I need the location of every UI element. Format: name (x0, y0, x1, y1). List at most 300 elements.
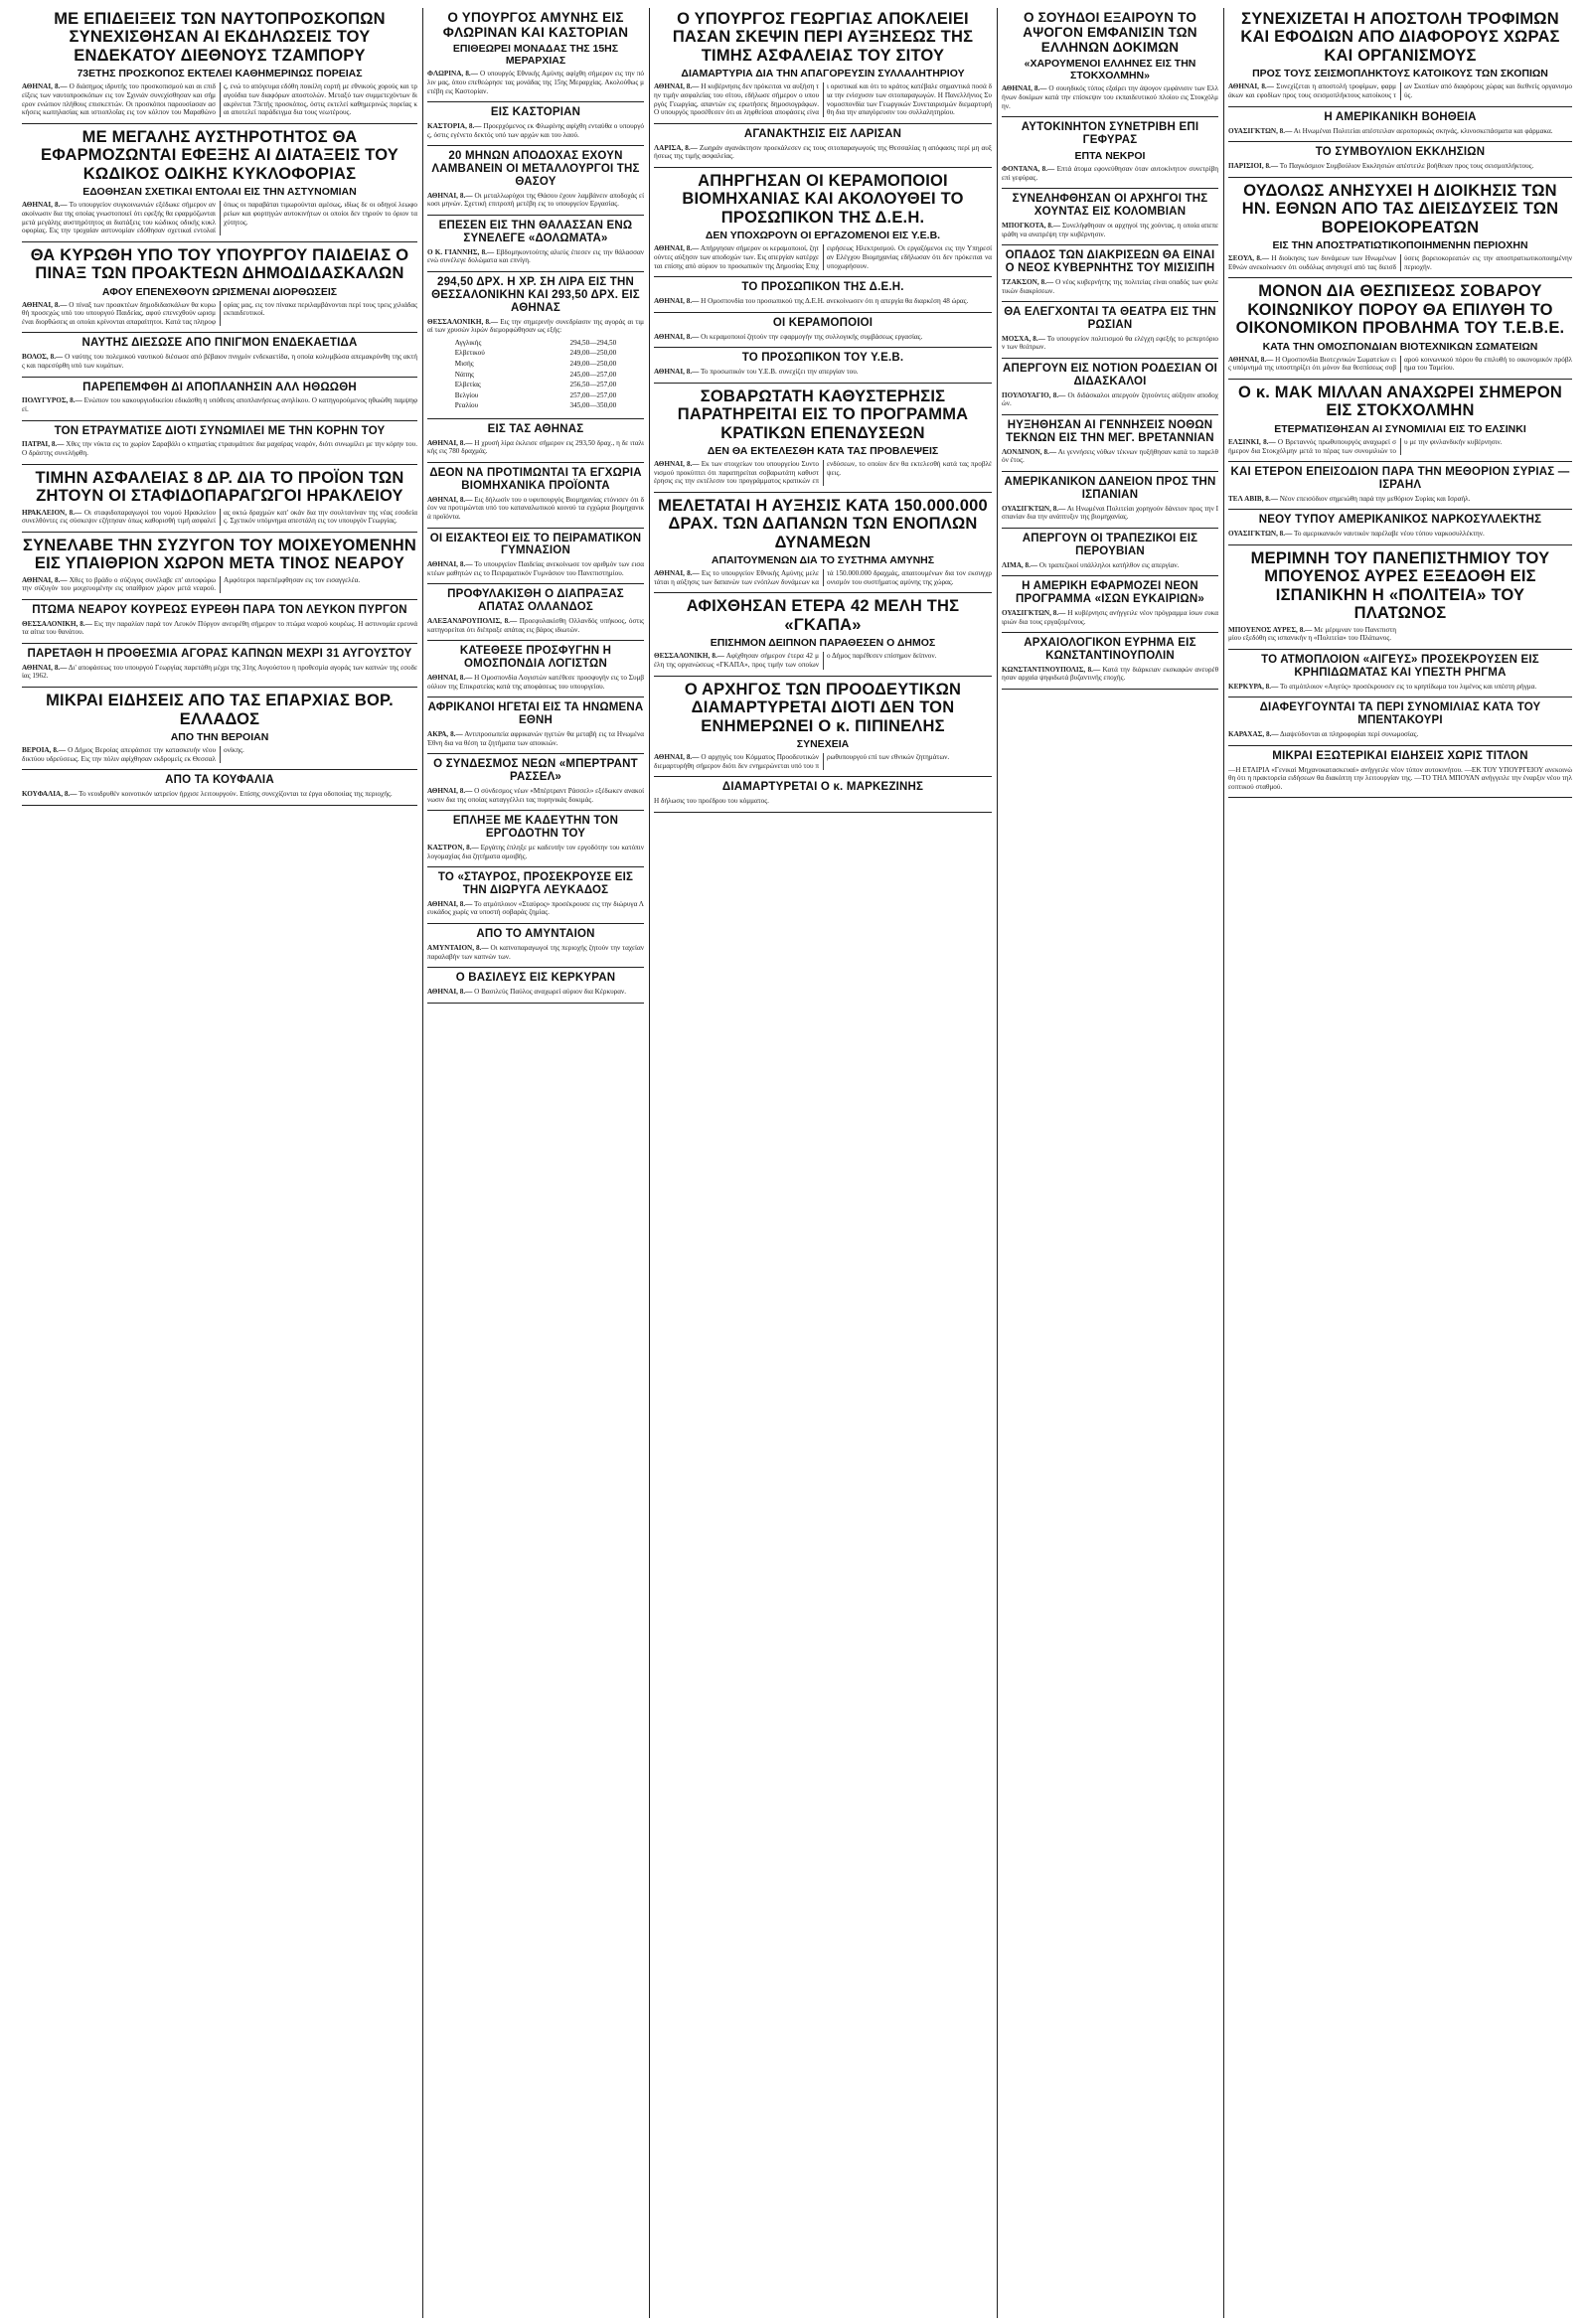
article-body (654, 244, 992, 270)
article-dateline: ΟΥΑΣΙΓΚΤΩΝ, 8.— (1002, 504, 1066, 513)
article-text: Προερχόμενος εκ Φλωρίνης αφίχθη ενταύθα ο υπουργός, όστις εγένετο δεκτός υπό των αρχών και του λαού. (427, 122, 644, 139)
article-text: Οι μεταλλωρύχοι της Θάσου έχουν λαμβάνειν αποδοχάς είκοσι μηνών. Σχετική επιτροπή μετέβη εις το υπουργείον Εργασίας. (427, 191, 644, 209)
article-subheadline: ΠΡΟΣ ΤΟΥΣ ΣΕΙΣΜΟΠΛΗΚΤΟΥΣ ΚΑΤΟΙΚΟΥΣ ΤΩΝ ΣΚΟΠΙΩΝ (1252, 68, 1548, 80)
article-headline: ΟΥΔΟΛΩΣ ΑΝΗΣΥΧΕΙ Η ΔΙΟΙΚΗΣΙΣ ΤΩΝ ΗΝ. ΕΘΝΩΝ ΑΠΟ ΤΑΣ ΔΙΕΙΣΔΥΣΕΙΣ ΤΩΝ ΒΟΡΕΙΟΚΟΡΕΑΤΩΝ (1241, 181, 1559, 236)
article-text: —Η ΕΤΑΙΡΙΑ «Γενικαί Μηχανοκατασκευαί» ανήγγειλε νέον τύπον αυτοκινήτου. —ΕΚ ΤΟΥ ΥΠΟΥΡΓΕΙΟΥ ανεκοινώθη ότι η πρακτορεία ειδήσεων θα διακόπτη την λειτουργίαν της. —ΤΟ ΤΗΛ ΜΠΟΥΑΝ ανήγγειλε την έναρξιν νέου τηλεοπτικού σταθμού. (1228, 765, 1572, 791)
article-dateline: ΜΟΣΧΑ, 8.— (1002, 334, 1045, 343)
article (1228, 10, 1572, 100)
article-text: Οι καπνοπαραγωγοί της περιοχής ζητούν την ταχείαν παραλαβήν των καπνών των. (427, 943, 644, 961)
article-body (1002, 335, 1218, 352)
article-text: Το υπουργείον Παιδείας ανεκοίνωσε τον αριθμόν των εισακτέων μαθητών εις το Πειραματικόν Γυμνάσιον του Πανεπιστημίου. (427, 560, 644, 577)
article (1228, 549, 1572, 643)
article (22, 692, 417, 763)
article-text: Συνεχίζεται η αποστολή τροφίμων, φαρμάκων και εφοδίων προς τους σεισμοπλήκτους κατοίκους των Σκοπίων από διαφόρους χώρας και διεθνείς οργανισμούς. (1228, 82, 1572, 100)
article-dateline: ΚΕΡΚΥΡΑ, 8.— (1228, 682, 1279, 691)
article (22, 648, 417, 681)
article (654, 497, 992, 587)
article-body (427, 844, 644, 860)
article-text: Εις την παραλίαν παρά τον Λευκόν Πύργον ανευρέθη σήμερον το πτώμα νεαρού κουρέως. Η αστυνομία ερευνά τα αίτια του θανάτου. (22, 619, 417, 637)
article-divider (22, 420, 417, 421)
article-text: Εβδομηκοντούτης αλιεύς έπεσεν εις την θάλασσαν ενώ συνέλεγε δολώματα και επνίγη. (427, 247, 644, 265)
article-text: Κατά την διάρκειαν εκσκαφών ανευρέθησαν αρχαία ψηφιδωτά βυζαντινής εποχής. (1002, 665, 1218, 683)
article-body (654, 569, 992, 586)
article-text: Η κυβέρνησις ανήγγειλε νέον πρόγραμμα ίσων ευκαιριών δια τους εργαζομένους. (1002, 608, 1218, 626)
article-dateline: ΑΘΗΝΑΙ, 8.— (22, 575, 68, 584)
article-text: Εις την σημερινήν συνεδρίασιν της αγοράς αι τιμαί των χρυσών λιρών διεμορφώθησαν ως εξής: (427, 317, 644, 335)
article (22, 128, 417, 235)
article (654, 128, 992, 161)
article-divider (654, 492, 992, 493)
article-divider (1228, 379, 1572, 380)
article-divider (1002, 301, 1218, 302)
article-body (654, 797, 992, 806)
article (1228, 514, 1572, 538)
article-text: Το νεοιδρυθέν κοινοτικόν ιατρείον ήρχισε λειτουργούν. Επίσης συνεχίζονται τα έργα οδοποιίας της περιοχής. (79, 790, 393, 799)
article-headline: Ο ΑΡΧΗΓΟΣ ΤΩΝ ΠΡΟΟΔΕΥΤΙΚΩΝ ΔΙΑΜΑΡΤΥΡΕΤΑΙ ΔΙΟΤΙ ΔΕΝ ΤΟΝ ΕΝΗΜΕΡΩΝΕΙ Ο κ. ΠΙΠΙΝΕΛΗΣ (684, 680, 962, 735)
article-divider (1002, 575, 1218, 576)
article (22, 10, 417, 117)
table-cell-value: 256,50—257,00 (569, 381, 617, 389)
article-text: Η Ομοσπονδία Βιοτεχνικών Σωματείων εις υπόμνημά της υποστηρίζει ότι μόνον δια θεσπίσεως σοβαρού κοινωνικού πόρου θα επιλυθή το οικονομικόν πρόβλημα του Ταμείου. (1228, 355, 1572, 373)
article (1228, 182, 1572, 272)
article-dateline: ΑΘΗΝΑΙ, 8.— (22, 82, 68, 91)
table-cell-name: Αγγλικής (454, 338, 482, 347)
article (1002, 306, 1218, 352)
article-dateline: ΑΘΗΝΑΙ, 8.— (654, 244, 700, 253)
article-dateline: ΑΘΗΝΑΙ, 8.— (427, 191, 473, 200)
article-headline: ΟΠΑΔΟΣ ΤΩΝ ΔΙΑΚΡΙΣΕΩΝ ΘΑ ΕΙΝΑΙ Ο ΝΕΟΣ ΚΥΒΕΡΝΗΤΗΣ ΤΟΥ ΜΙΣΙΣΙΠΗ (1005, 249, 1215, 275)
article-headline: ΜΙΚΡΑΙ ΕΞΩΤΕΡΙΚΑΙ ΕΙΔΗΣΕΙΣ ΧΩΡΙΣ ΤΙΤΛΟΝ (1272, 749, 1528, 762)
article (654, 281, 992, 305)
article-headline: ΠΤΩΜΑ ΝΕΑΡΟΥ ΚΟΥΡΕΩΣ ΕΥΡΕΘΗ ΠΑΡΑ ΤΟΝ ΛΕΥΚΟΝ ΠΥΡΓΟΝ (32, 603, 407, 616)
article-text: Το προσωπικόν του Υ.Ε.Β. συνεχίζει την απεργίαν του. (700, 367, 859, 376)
article-dateline: ΚΑΣΤΡΟΝ, 8.— (427, 843, 479, 852)
article-headline: ΣΥΝΕΧΙΖΕΤΑΙ Η ΑΠΟΣΤΟΛΗ ΤΡΟΦΙΜΩΝ ΚΑΙ ΕΦΟΔΙΩΝ ΑΠΟ ΔΙΑΦΟΡΟΥΣ ΧΩΡΑΣ ΚΑΙ ΟΡΓΑΝΙΣΜΟΥΣ (1240, 10, 1560, 65)
article-headline: ΕΙΣ ΤΑΣ ΑΘΗΝΑΣ (487, 422, 584, 435)
article-divider (427, 528, 644, 529)
newspaper-page (22, 8, 1572, 2318)
article-divider (1228, 277, 1572, 278)
article-dateline: ΜΠΟΥΕΝΟΣ ΑΥΡΕΣ, 8.— (1228, 625, 1313, 634)
article-dateline: ΒΟΛΟΣ, 8.— (22, 353, 64, 362)
article-dateline: ΑΘΗΝΑΙ, 8.— (654, 297, 700, 306)
article-dateline: ΑΘΗΝΑΙ, 8.— (654, 753, 700, 762)
table-row (451, 391, 620, 400)
article-divider (22, 643, 417, 644)
article-headline: ΝΕΟΥ ΤΥΠΟΥ ΑΜΕΡΙΚΑΝΙΚΟΣ ΝΑΡΚΟΣΥΛΛΕΚΤΗΣ (1258, 514, 1542, 527)
article-text: Ο διάσημος ιδρυτής του προσκοπισμού και αι επιδείξεις των ναυτοπροσκόπων εις τον Σχινιάν συνεχίσθησαν και σήμερον ενώπιον πλήθους επισκεπτών. Οι προσκόποι παρουσίασαν ασκήσεις κωπηλασίας και ιστιοπλοΐας εις τον κόλπον του Μαραθώνος, ενώ το απόγευμα εδόθη ποικίλη εορτή με εθνικούς χορούς και τραγούδια των διαφόρων αποστολών. Μεταξύ των συμμετεχόντων διακρίνεται 73ετής προσκόπος, όστις εκτελεί καθημερινώς πορείας και αποτελεί παράδειγμα δια τους νεωτέρους. (22, 82, 417, 117)
article-divider (654, 383, 992, 384)
table-cell-value: 249,00—250,00 (569, 349, 617, 358)
article-dateline: ΟΥΑΣΙΓΚΤΩΝ, 8.— (1228, 530, 1293, 539)
article (1002, 580, 1218, 626)
article-dateline: ΑΛΕΞΑΝΔΡΟΥΠΟΛΙΣ, 8.— (427, 617, 518, 626)
article-divider (427, 462, 644, 463)
article-divider (1002, 358, 1218, 359)
article-dateline: ΑΘΗΝΑΙ, 8.— (22, 201, 68, 210)
article-headline: Η ΑΜΕΡΙΚΑΝΙΚΗ ΒΟΗΘΕΙΑ (1324, 110, 1477, 123)
article-body (22, 576, 417, 593)
article-divider (22, 532, 417, 533)
article-text: Το Παγκόσμιον Συμβούλιον Εκκλησιών απέστειλε βοήθειαν προς τους σεισμοπλήκτους. (1279, 162, 1534, 170)
article-divider (427, 145, 644, 146)
article-headline: ΕΙΣ ΚΑΣΤΟΡΙΑΝ (490, 106, 581, 119)
article-headline: ΕΠΛΗΞΕ ΜΕ ΚΑΔΕΥΤΗΝ ΤΟΝ ΕΡΓΟΔΟΤΗΝ ΤΟΥ (452, 815, 619, 841)
table-row (451, 339, 620, 348)
article-divider (654, 676, 992, 677)
column-rule (997, 8, 998, 2318)
article-headline: ΣΥΝΕΛΗΦΘΗΣΑΝ ΟΙ ΑΡΧΗΓΟΙ ΤΗΣ ΧΟΥΝΤΑΣ ΕΙΣ ΚΟΛΟΜΒΙΑΝ (1012, 193, 1208, 219)
article-headline: ΔΙΑΦΕΥΓΟΥΝΤΑΙ ΤΑ ΠΕΡΙ ΣΥΝΟΜΙΛΙΑΣ ΚΑΤΑ ΤΟΥ ΜΠΕΝΤΑΚΟΥΡΙ (1259, 701, 1541, 727)
article-divider (654, 312, 992, 313)
article-body (1228, 495, 1572, 504)
article-subheadline: «ΧΑΡΟΥΜΕΝΟΙ ΕΛΛΗΝΕΣ ΕΙΣ ΤΗΝ ΣΤΟΚΧΟΛΜΗΝ» (1024, 58, 1196, 82)
article-text: Ο Δήμος Βεροίας απεφάσισε την κατασκευήν νέου δικτύου υδρεύσεως. Εις την πόλιν αφίχθησαν εκδρομείς εκ Θεσσαλονίκης. (22, 746, 244, 763)
article-body (654, 144, 992, 161)
article-headline: ΔΕΟΝ ΝΑ ΠΡΟΤΙΜΩΝΤΑΙ ΤΑ ΕΓΧΩΡΙΑ ΒΙΟΜΗΧΑΝΙΚΑ ΠΡΟΪΟΝΤΑ (429, 466, 642, 492)
article-dateline: ΤΕΛ ΑΒΙΒ, 8.— (1228, 494, 1278, 503)
article-divider (427, 271, 644, 272)
article-dateline: Ο Κ. ΓΙΑΝΝΗΣ, 8.— (427, 247, 495, 256)
article (654, 387, 992, 486)
article-dateline: ΚΑΣΤΟΡΙΑ, 8.— (427, 122, 482, 130)
article-headline: ΕΠΕΣΕΝ ΕΙΣ ΤΗΝ ΘΑΛΑΣΣΑΝ ΕΝΩ ΣΥΝΕΛΕΓΕ «ΔΟΛΩΜΑΤΑ» (438, 220, 633, 244)
article-body (654, 652, 992, 669)
article-dateline: ΑΘΗΝΑΙ, 8.— (1002, 84, 1047, 93)
article-divider (654, 123, 992, 124)
table-cell-name: Ρεαλίου (454, 401, 479, 410)
article-headline: ΤΟ ΑΤΜΟΠΛΟΙΟΝ «ΑΙΓΕΥΣ» ΠΡΟΣΕΚΡΟΥΣΕΝ ΕΙΣ ΚΡΗΠΙΔΩΜΑΤΑΣ ΚΑΙ ΥΠΕΣΤΗ ΡΗΓΜΑ (1261, 653, 1539, 679)
article-dateline: ΑΘΗΝΑΙ, 8.— (427, 495, 473, 504)
article (427, 10, 644, 95)
article (427, 533, 644, 578)
article-headline: ΟΙ ΚΕΡΑΜΟΠΟΙΟΙ (772, 316, 874, 329)
article (427, 467, 644, 522)
article (1228, 282, 1572, 373)
article-text: Με μέριμναν του Πανεπιστημίου εξεδόθη εις ισπανικήν η «Πολιτεία» του Πλάτωνος. (1228, 625, 1396, 643)
article-text: Οι τραπεζικοί υπάλληλοι κατήλθον εις απεργίαν. (1038, 560, 1180, 569)
article-divider (427, 101, 644, 102)
article-body (22, 353, 417, 370)
article-divider (1002, 528, 1218, 529)
article-body (654, 333, 992, 342)
article-dateline: ΛΙΜΑ, 8.— (1002, 560, 1038, 569)
article-headline: ΤΟ ΠΡΟΣΩΠΙΚΟΝ ΤΗΣ Δ.Ε.Η. (741, 281, 904, 294)
article (1228, 654, 1572, 691)
article (1228, 466, 1572, 503)
article-text: Δι' αποφάσεως του υπουργού Γεωργίας παρετάθη μέχρι της 31ης Αυγούστου η προθεσμία αγοράς των καπνών της εσοδείας 1962. (22, 663, 417, 681)
article-subheadline: ΑΦΟΥ ΕΠΕΝΕΧΘΟΥΝ ΩΡΙΣΜΕΝΑΙ ΔΙΟΡΘΩΣΕΙΣ (101, 285, 338, 298)
article-body (22, 509, 417, 526)
article-body (1228, 626, 1572, 643)
article (427, 276, 644, 412)
article-text: Η Ομοσπονδία Λογιστών κατέθεσε προσφυγήν εις το Συμβούλιον της Επικρατείας κατά της αποφάσεως του υπουργείου. (427, 674, 644, 691)
article-divider (427, 1003, 644, 1004)
article-body (654, 460, 992, 486)
article-dateline: ΘΕΣΣΑΛΟΝΙΚΗ, 8.— (427, 317, 499, 326)
article-divider (427, 810, 644, 811)
article-divider (427, 923, 644, 924)
article-body (1002, 609, 1218, 626)
article-text: Εργάτης έπληξε με καδευτήν τον εργοδότην του κατόπιν λογομαχίας δια ζητήματα αμοιβής. (427, 843, 644, 860)
article-headline: ΑΥΤΟΚΙΝΗΤΟΝ ΣΥΝΕΤΡΙΒΗ ΕΠΙ ΓΕΦΥΡΑΣ (1021, 121, 1199, 147)
article-divider (654, 167, 992, 168)
article (1228, 146, 1572, 170)
article-divider (1228, 461, 1572, 462)
article-headline: ΘΑ ΕΛΕΓΧΟΝΤΑΙ ΤΑ ΘΕΑΤΡΑ ΕΙΣ ΤΗΝ ΡΩΣΙΑΝ (1004, 306, 1216, 331)
article-body (427, 248, 644, 265)
article-text: Συνελήφθησαν οι αρχηγοί της χούντας, η οποία απεπειράθη να ανατρέψη την κυβέρνησιν. (1002, 221, 1218, 238)
article-body (1002, 84, 1218, 110)
article-headline: ΤΙΜΗΝ ΑΣΦΑΛΕΙΑΣ 8 ΔΡ. ΔΙΑ ΤΟ ΠΡΟΪΟΝ ΤΩΝ ΖΗΤΟΥΝ ΟΙ ΣΤΑΦΙΔΟΠΑΡΑΓΩΓΟΙ ΗΡΑΚΛΕΙΟΥ (35, 468, 404, 506)
article-headline: Η ΑΜΕΡΙΚΗ ΕΦΑΡΜΟΖΕΙ ΝΕΟΝ ΠΡΟΓΡΑΜΜΑ «ΙΣΩΝ ΕΥΚΑΙΡΙΩΝ» (1016, 580, 1204, 606)
article-headline: ΜΕ ΕΠΙΔΕΙΞΕΙΣ ΤΩΝ ΝΑΥΤΟΠΡΟΣΚΟΠΩΝ ΣΥΝΕΧΙΣΘΗΣΑΝ ΑΙ ΕΚΔΗΛΩΣΕΙΣ ΤΟΥ ΕΝΔΕΚΑΤΟΥ ΔΙΕΘΝΟΥΣ ΤΖΑΜΠΟΡΥ (54, 10, 386, 65)
article-body (1228, 683, 1572, 692)
article (427, 871, 644, 917)
table-cell-name: Μισής (454, 359, 474, 368)
article-divider (1228, 141, 1572, 142)
article-subheadline: ΕΠΙΘΕΩΡΕΙ ΜΟΝΑΔΑΣ ΤΗΣ 15ΗΣ ΜΕΡΑΡΧΙΑΣ (452, 43, 619, 68)
article-body (22, 201, 417, 234)
article-divider (1002, 689, 1218, 690)
article (1002, 249, 1218, 295)
article-body (654, 82, 992, 116)
article-dateline: ΑΘΗΝΑΙ, 8.— (427, 988, 473, 996)
article-dateline: ΠΟΛΥΓΥΡΟΣ, 8.— (22, 396, 82, 405)
article-text: Η Ομοσπονδία του προσωπικού της Δ.Ε.Η. ανεκοίνωσεν ότι η απεργία θα διαρκέση 48 ώρας. (701, 297, 969, 306)
table-cell-name: Ελβετίας (454, 381, 481, 389)
article (654, 10, 992, 117)
article-text: Το αμερικανικόν ναυτικόν παρέλαβε νέου τύπου ναρκοσυλλέκτην. (1293, 530, 1485, 539)
article-text: Χθες την νύκτα εις το χωρίον Σαραβάλι ο κτηματίας ετραυμάτισε δια μαχαίρας νεαρόν, διότι συνωμίλει με την κόρην του. Ο δράστης συνελήφθη. (22, 440, 417, 458)
article-headline: 294,50 ΔΡΧ. Η ΧΡ. ΣΗ ΛΙΡΑ ΕΙΣ ΤΗΝ ΘΕΣΣΑΛΟΝΙΚΗΝ ΚΑΙ 293,50 ΔΡΧ. ΕΙΣ ΑΘΗΝΑΣ (431, 275, 640, 314)
article-headline: ΚΑΙ ΕΤΕΡΟΝ ΕΠΕΙΣΟΔΙΟΝ ΠΑΡΑ ΤΗΝ ΜΕΘΟΡΙΟΝ ΣΥΡΙΑΣ — ΙΣΡΑΗΛ (1230, 466, 1570, 491)
article (427, 220, 644, 265)
article-text: Εις δήλωσίν του ο υφυπουργός Βιομηχανίας ετόνισεν ότι δέον να προτιμώνται υπό του καταναλωτικού κοινού τα εγχώρια βιομηχανικά προϊόντα. (427, 495, 644, 521)
article-body (1002, 561, 1218, 570)
article (1002, 419, 1218, 465)
article-body (1228, 730, 1572, 739)
article-divider (427, 866, 644, 867)
article-dateline: ΛΑΡΙΣΑ, 8.— (654, 143, 698, 152)
article (427, 815, 644, 860)
article-body (1228, 356, 1572, 373)
article-headline: ΜΕΛΕΤΑΤΑΙ Η ΑΥΞΗΣΙΣ ΚΑΤΑ 150.000.000 ΔΡΑΧ. ΤΩΝ ΔΑΠΑΝΩΝ ΤΩΝ ΕΝΟΠΛΩΝ ΔΥΝΑΜΕΩΝ (658, 496, 988, 551)
article (427, 150, 644, 209)
article-headline: Ο κ. ΜΑΚ ΜΙΛΛΑΝ ΑΝΑΧΩΡΕΙ ΣΗΜΕΡΟΝ ΕΙΣ ΣΤΟΚΧΟΛΜΗΝ (1238, 383, 1562, 420)
article-body (1002, 222, 1218, 238)
article-body (427, 318, 644, 335)
article-text: Η κυβέρνησις δεν πρόκειται να αυξήση την τιμήν ασφαλείας του σίτου, εδήλωσε σήμερον ο υπουργός Γεωργίας, απαντών εις ερωτήσεις δημοσιογράφων. Ο υπουργός προσέθεσεν ότι αι ληφθείσαι αποφάσεις είναι οριστικαί και ότι το κράτος κατέβαλε σημαντικά ποσά δια την ενίσχυσιν των σιτοπαραγωγών. Η Πανελλήνιος Συνομοσπονδία των Γεωργικών Συνεταιρισμών διεμαρτυρήθη δια την απαγόρευσιν του συλλαλητηρίου. (654, 82, 992, 117)
article-divider (1228, 797, 1572, 798)
article-dateline: ΠΑΡΙΣΙΟΙ, 8.— (1228, 162, 1279, 170)
article (654, 352, 992, 376)
article (654, 781, 992, 805)
article-divider (1002, 188, 1218, 189)
article-headline: ΠΡΟΦΥΛΑΚΙΣΘΗ Ο ΔΙΑΠΡΑΞΑΣ ΑΠΑΤΑΣ ΟΛΛΑΝΔΟΣ (447, 588, 624, 614)
article-body (1228, 530, 1572, 539)
article (427, 106, 644, 139)
article-subheadline: ΣΥΝΕΧΕΙΑ (796, 738, 850, 751)
article-text: Αφίχθησαν σήμερον έτερα 42 μέλη της οργανώσεως «ΓΚΑΠΑ», προς τιμήν των οποίων ο Δήμος παρέθεσεν επίσημον δείπνον. (654, 652, 937, 670)
article-headline: ΟΙ ΕΙΣΑΚΤΕΟΙ ΕΙΣ ΤΟ ΠΕΙΡΑΜΑΤΙΚΟΝ ΓΥΜΝΑΣΙΟΝ (429, 532, 642, 557)
article-text: Εκ των στοιχείων του υπουργείου Συντονισμού προκύπτει ότι παρατηρείται σοβαρωτάτη καθυστέρησις εις την εκτέλεσιν του προγράμματος κρατικών επενδύσεων, το οποίον δεν θα εκτελεσθή κατά τας προβλέψεις. (654, 460, 992, 486)
article-body (654, 753, 992, 770)
article-headline: ΑΠΕΡΓΟΥΝ ΟΙ ΤΡΑΠΕΖΙΚΟΙ ΕΙΣ ΠΕΡΟΥΒΙΑΝ (1022, 532, 1198, 557)
article-divider (1002, 414, 1218, 415)
article-divider (1228, 509, 1572, 510)
article-divider (22, 687, 417, 688)
table-cell-value: 294,50—294,50 (569, 338, 617, 347)
article-headline: ΑΠΟ ΤΟ ΑΜΥΝΤΑΙΟΝ (476, 928, 595, 941)
article-text: Ο αρχηγός του Κόμματος Προοδευτικών διεμαρτυρήθη σήμερον διότι δεν ενημερώνεται υπό του πρωθυπουργού επί των εθνικών ζητημάτων. (654, 753, 950, 770)
article-headline: ΜΟΝΟΝ ΔΙΑ ΘΕΣΠΙΣΕΩΣ ΣΟΒΑΡΟΥ ΚΟΙΝΩΝΙΚΟΥ ΠΟΡΟΥ ΘΑ ΕΠΙΛΥΘΗ ΤΟ ΟΙΚΟΝΟΜΙΚΟΝ ΠΡΟΒΛΗΜΑ ΤΟΥ Τ.Ε.Β.Ε. (1235, 282, 1565, 338)
article-headline: ΑΠΗΡΓΗΣΑΝ ΟΙ ΚΕΡΑΜΟΠΟΙΟΙ ΒΙΟΜΗΧΑΝΙΑΣ ΚΑΙ ΑΚΟΛΟΥΘΕΙ ΤΟ ΠΡΟΣΩΠΙΚΟΝ ΤΗΣ Δ.Ε.Η. (682, 171, 964, 227)
article-text: Ο ναύτης του πολεμικού ναυτικού διέσωσε από βέβαιον πνιγμόν ενδεκαετίδα, η οποία κολυμβώσα απεμακρύνθη της ακτής και παρεσύρθη υπό των κυμάτων. (22, 353, 417, 370)
article-text: Το υπουργείον συγκοινωνιών εξέδωκε σήμερον ανακοίνωσιν δια της οποίας γνωστοποιεί ότι εφεξής θα εφαρμόζωνται μετά μεγάλης αυστηρότητος αι διατάξεις του κώδικος οδικής κυκλοφορίας. Εις την τροχαίαν αστυνομίαν εδόθησαν σχετικαί εντολαί όπως οι παραβάται τιμωρούνται αμέσως, ιδίως δε οι οδηγοί λεωφορείων και φορτηγών αυτοκινήτων οι οποίοι δεν τηρούν το όριον ταχύτητος. (22, 201, 417, 235)
column-2 (427, 8, 644, 2318)
article-text: Οι κεραμοποιοί ζητούν την εφαρμογήν της συλλογικής συμβάσεως εργασίας. (701, 332, 923, 341)
article-dateline: ΚΩΝΣΤΑΝΤΙΝΟΥΠΟΛΙΣ, 8.— (1002, 665, 1101, 674)
article-text: Ο Βρεταννός πρωθυπουργός αναχωρεί σήμερον δια Στοκχόλμην μετά το πέρας των συνομιλιών του με την φινλανδικήν κυβέρνησιν. (1228, 437, 1503, 455)
article-divider (427, 583, 644, 584)
article-dateline: ΦΛΩΡΙΝΑ, 8.— (427, 70, 478, 78)
article-dateline: ΜΠΟΓΚΟΤΑ, 8.— (1002, 221, 1061, 230)
article-headline: ΠΑΡΕΤΑΘΗ Η ΠΡΟΘΕΣΜΙΑ ΑΓΟΡΑΣ ΚΑΠΝΩΝ ΜΕΧΡΙ 31 ΑΥΓΟΥΣΤΟΥ (27, 647, 412, 660)
article-headline: ΑΦΙΧΘΗΣΑΝ ΕΤΕΡΑ 42 ΜΕΛΗ ΤΗΣ «ΓΚΑΠΑ» (686, 597, 960, 634)
article-text: Ο σουηδικός τύπος εξαίρει την άψογον εμφάνισιν των Ελλήνων δοκίμων κατά την επίσκεψιν του εκπαιδευτικού πλοίου εις Στοκχόλμην. (1002, 84, 1218, 110)
column-rule (1223, 8, 1224, 2318)
article-dateline: ΑΘΗΝΑΙ, 8.— (22, 663, 68, 672)
article-divider (1228, 106, 1572, 107)
article (1002, 363, 1218, 408)
table-cell-name: Ελβετικού (454, 349, 485, 358)
article-headline: ΑΓΑΝΑΚΤΗΣΙΣ ΕΙΣ ΛΑΡΙΣΑΝ (743, 127, 902, 140)
article-divider (22, 464, 417, 465)
article-dateline: ΑΘΗΝΑΙ, 8.— (22, 300, 68, 309)
article-text: Αι γεννήσεις νόθων τέκνων ηυξήθησαν κατά το παρελθόν έτος. (1002, 447, 1218, 465)
article-text: Ο Βασιλεύς Παύλος αναχωρεί αύριον δια Κέρκυραν. (474, 988, 627, 996)
price-table (449, 337, 622, 412)
article-dateline: ΑΜΥΝΤΑΙΟΝ, 8.— (427, 943, 489, 952)
article-dateline: ΑΘΗΝΑΙ, 8.— (654, 460, 700, 469)
article-dateline: ΑΘΗΝΑΙ, 8.— (427, 787, 473, 795)
article-headline: ΔΙΑΜΑΡΤΥΡΕΤΑΙ Ο κ. ΜΑΡΚΕΖΙΝΗΣ (721, 781, 924, 794)
article-text: Το ατμόπλοιον «Σταύρος» προσέκρουσε εις την διώρυγα Λευκάδος χωρίς να υποστή σοβαράς ζημίας. (427, 899, 644, 917)
article (22, 774, 417, 798)
table-cell-value: 245,00—257,00 (569, 370, 617, 379)
article-divider (654, 276, 992, 277)
article (427, 645, 644, 691)
article-subheadline: ΑΠΑΙΤΟΥΜΕΝΩΝ ΔΙΑ ΤΟ ΣΥΣΤΗΜΑ ΑΜΥΝΗΣ (711, 554, 935, 567)
article-body (1002, 448, 1218, 465)
article-dateline: ΑΘΗΝΑΙ, 8.— (427, 560, 473, 569)
article (1002, 476, 1218, 522)
article-dateline: ΕΛΣΙΝΚΙ, 8.— (1228, 437, 1276, 446)
article-headline: 20 ΜΗΝΩΝ ΑΠΟΔΟΧΑΣ ΕΧΟΥΝ ΛΑΜΒΑΝΕΙΝ ΟΙ ΜΕΤΑΛΛΟΥΡΓΟΙ ΤΗΣ ΘΑΣΟΥ (431, 150, 640, 188)
article-body (427, 900, 644, 917)
article-divider (1228, 649, 1572, 650)
article-dateline: ΑΚΡΑ, 8.— (427, 730, 463, 739)
article-dateline: ΠΟΥΛΟΥΑΓΙΟ, 8.— (1002, 390, 1066, 399)
article-headline: ΤΟ «ΣΤΑΥΡΟΣ, ΠΡΟΣΕΚΡΟΥΣΕ ΕΙΣ ΤΗΝ ΔΙΩΡΥΓΑ ΛΕΥΚΑΔΟΣ (437, 871, 634, 896)
article-headline: Ο ΣΥΝΔΕΣΜΟΣ ΝΕΩΝ «ΜΠΕΡΤΡΑΝΤ ΡΑΣΣΕΛ» (433, 758, 638, 784)
article (22, 469, 417, 526)
article-body (427, 787, 644, 804)
article (22, 382, 417, 414)
article (1228, 750, 1572, 792)
article-headline: ΤΟ ΣΥΜΒΟΥΛΙΟΝ ΕΚΚΛΗΣΙΩΝ (1315, 146, 1486, 159)
article-subheadline: ΕΙΣ ΤΗΝ ΑΠΟΣΤΡΑΤΙΩΤΙΚΟΠΟΙΗΜΕΝΗΝ ΠΕΡΙΟΧΗΝ (1272, 239, 1528, 251)
article (1002, 533, 1218, 569)
article-dateline: ΑΘΗΝΑΙ, 8.— (654, 332, 700, 341)
article-divider (427, 967, 644, 968)
table-row (451, 360, 620, 369)
article-text: Ο πίναξ των προακτέων δημοδιδασκάλων θα κυρωθή προσεχώς υπό του υπουργού Παιδείας, αφού επενεχθούν ωρισμέναι διορθώσεις αι οποίαι κρίνονται απαραίτητοι. Κατά τας πληροφορίας μας, εις τον πίνακα περιλαμβάνονται περί τους τρεις χιλιάδας εκπαιδευτικοί. (22, 300, 417, 326)
article-text: Αντιπροσωπεία αφρικανών ηγετών θα μεταβή εις τα Ηνωμένα Έθνη δια να θέση τα ζητήματα των αποικιών. (427, 730, 644, 747)
article-headline: ΑΜΕΡΙΚΑΝΙΚΟΝ ΔΑΝΕΙΟΝ ΠΡΟΣ ΤΗΝ ΙΣΠΑΝΙΑΝ (1004, 475, 1216, 501)
article-body (22, 82, 417, 116)
article-body (1228, 438, 1572, 455)
article (1228, 384, 1572, 455)
article-text: Αι Ηνωμέναι Πολιτείαι χορηγούν δάνειον προς την Ισπανίαν δια την ανάπτυξιν της βιομηχανίας. (1002, 504, 1218, 522)
article (1002, 637, 1218, 683)
article-divider (22, 769, 417, 770)
article-text: Το ατμόπλοιον «Αιγεύς» προσέκρουσεν εις το κρηπίδωμα του λιμένος και υπέστη ρήγμα. (1279, 682, 1537, 691)
article-dateline: ΑΘΗΝΑΙ, 8.— (654, 82, 700, 91)
article (22, 425, 417, 458)
article-divider (1002, 471, 1218, 472)
article-divider (1002, 632, 1218, 633)
article-body (1228, 127, 1572, 136)
article (22, 337, 417, 370)
article-headline: ΣΟΒΑΡΩΤΑΤΗ ΚΑΘΥΣΤΕΡΗΣΙΣ ΠΑΡΑΤΗΡΕΙΤΑΙ ΕΙΣ ΤΟ ΠΡΟΓΡΑΜΜΑ ΚΡΑΤΙΚΩΝ ΕΠΕΝΔΥΣΕΩΝ (677, 387, 969, 442)
article-divider (427, 753, 644, 754)
article-subheadline: ΕΠΙΣΗΜΟΝ ΔΕΙΠΝΟΝ ΠΑΡΑΘΕΣΕΝ Ο ΔΗΜΟΣ (710, 637, 936, 650)
article-subheadline: 73ΕΤΗΣ ΠΡΟΣΚΟΠΟΣ ΕΚΤΕΛΕΙ ΚΑΘΗΜΕΡΙΝΩΣ ΠΟΡΕΙΑΣ (77, 68, 363, 80)
table-cell-value: 249,00—250,00 (569, 359, 617, 368)
article-text: Ζωηράν αγανάκτησιν προεκάλεσεν εις τους σιτοπαραγωγούς της Θεσσαλίας η απόφασις περί μη αυξήσεως της τιμής ασφαλείας. (654, 143, 992, 161)
article-body (1228, 82, 1572, 99)
table-cell-value: 345,00—350,00 (569, 401, 617, 410)
article-divider (427, 418, 644, 419)
article-headline: ΤΟ ΠΡΟΣΩΠΙΚΟΝ ΤΟΥ Υ.Ε.Β. (741, 352, 904, 365)
article-body (1002, 666, 1218, 683)
article-dateline: ΚΟΥΦΑΛΙΑ, 8.— (22, 790, 78, 799)
article-subheadline: ΕΔΟΘΗΣΑΝ ΣΧΕΤΙΚΑΙ ΕΝΤΟΛΑΙ ΕΙΣ ΤΗΝ ΑΣΤΥΝΟΜΙΑΝ (82, 186, 357, 199)
article-dateline: ΘΕΣΣΑΛΟΝΙΚΗ, 8.— (654, 652, 724, 661)
article-body (1002, 505, 1218, 522)
article-subheadline: ΑΠΟ ΤΗΝ ΒΕΡΟΙΑΝ (170, 730, 269, 743)
article-subheadline: ΕΠΤΑ ΝΕΚΡΟΙ (1074, 149, 1146, 162)
article-body (427, 560, 644, 577)
column-rule (422, 8, 423, 2318)
article-text: Χθες το βράδυ ο σύζυγος συνέλαβε επ' αυτοφώρω την σύζυγόν του μοιχευομένην εις υπαίθριον χώρον μετά νεαρού. Αμφότεροι παρεπέμφθησαν εις τον εισαγγελέα. (22, 575, 361, 593)
table-cell-name: Βελγίου (454, 390, 479, 399)
article-dateline: ΛΟΝΔΙΝΟΝ, 8.— (1002, 447, 1057, 456)
table-row (451, 349, 620, 358)
article (1228, 701, 1572, 738)
article-body (1002, 278, 1218, 295)
article-headline: ΑΡΧΑΙΟΛΟΓΙΚΟΝ ΕΥΡΗΜΑ ΕΙΣ ΚΩΝΣΤΑΝΤΙΝΟΥΠΟΛΙΝ (1024, 637, 1196, 663)
article-text: Οι σταφιδοπαραγωγοί του νομού Ηρακλείου συνελθόντες εις σύσκεψιν εζήτησαν όπως καθορισθή τιμή ασφαλείας οκτώ δραχμών κατ' οκάν δια την σουλτανίναν της νέας εσοδείας. Σχετικόν υπόμνημα απεστάλη εις τον υπουργόν Γεωργίας. (22, 508, 417, 526)
article-dateline: ΑΘΗΝΑΙ, 8.— (427, 674, 473, 683)
column-1 (22, 8, 417, 2318)
article-divider (1228, 745, 1572, 746)
article (1002, 10, 1218, 110)
article-body (427, 730, 644, 747)
article-headline: ΣΥΝΕΛΑΒΕ ΤΗΝ ΣΥΖΥΓΟΝ ΤΟΥ ΜΟΙΧΕΥΟΜΕΝΗΝ ΕΙΣ ΥΠΑΙΘΡΙΟΝ ΧΩΡΟΝ ΜΕΤΑ ΤΙΝΟΣ ΝΕΑΡΟΥ (22, 536, 417, 573)
